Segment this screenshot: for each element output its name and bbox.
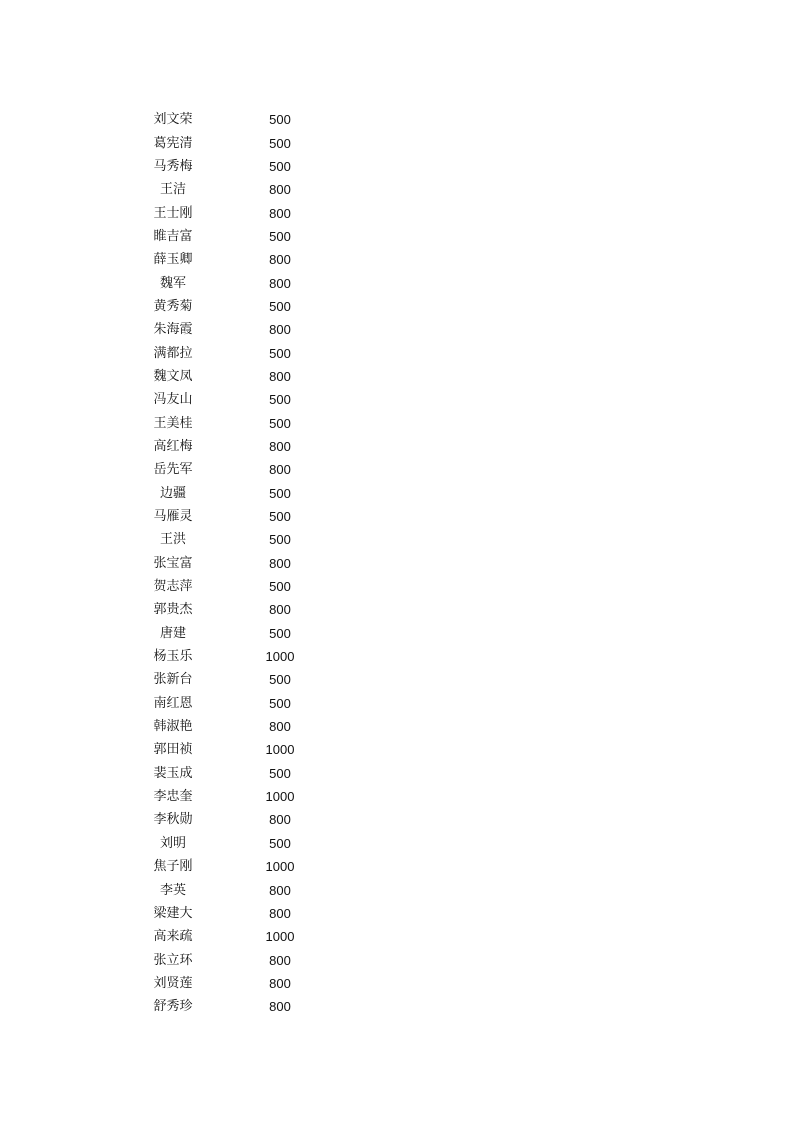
amount-value: 500 xyxy=(269,579,291,595)
list-item xyxy=(145,902,325,925)
list-item xyxy=(145,225,325,248)
person-name: 朱海霞 xyxy=(153,322,193,338)
list-item xyxy=(145,458,325,481)
person-name: 王美桂 xyxy=(153,415,193,431)
list-item xyxy=(145,318,325,341)
person-name: 冯友山 xyxy=(153,392,193,408)
person-name: 裴玉成 xyxy=(153,765,193,781)
amount-value: 500 xyxy=(269,345,291,361)
list-item xyxy=(145,808,325,831)
person-name: 唐建 xyxy=(159,625,186,641)
amount-value: 500 xyxy=(269,298,291,314)
person-name: 王士刚 xyxy=(153,205,193,221)
list-item xyxy=(145,645,325,668)
list-item xyxy=(145,855,325,878)
list-item xyxy=(145,995,325,1018)
amount-value: 1000 xyxy=(265,859,295,875)
person-name: 魏文凤 xyxy=(153,368,193,384)
amount-value: 500 xyxy=(269,158,291,174)
person-name: 岳先军 xyxy=(153,462,193,478)
list-item xyxy=(145,925,325,948)
amount-value: 500 xyxy=(269,112,291,128)
person-name: 马秀梅 xyxy=(153,158,193,174)
list-item xyxy=(145,972,325,995)
person-name: 杨玉乐 xyxy=(153,649,193,665)
amount-value: 500 xyxy=(269,415,291,431)
amount-value: 800 xyxy=(269,975,291,991)
amount-value: 500 xyxy=(269,509,291,525)
person-name: 王洪 xyxy=(159,532,186,548)
list-item xyxy=(145,411,325,434)
list-item xyxy=(145,201,325,224)
amount-value: 800 xyxy=(269,602,291,618)
amount-value: 800 xyxy=(269,438,291,454)
amount-value: 800 xyxy=(269,462,291,478)
person-name: 张立环 xyxy=(153,952,193,968)
list-item xyxy=(145,715,325,738)
list-item xyxy=(145,482,325,505)
list-item xyxy=(145,762,325,785)
amount-value: 1000 xyxy=(265,742,295,758)
list-item xyxy=(145,785,325,808)
amount-value: 500 xyxy=(269,485,291,501)
amount-value: 800 xyxy=(269,999,291,1015)
person-name: 张宝富 xyxy=(153,555,193,571)
amount-value: 500 xyxy=(269,228,291,244)
person-name: 焦子刚 xyxy=(153,859,193,875)
list-item xyxy=(145,738,325,761)
list-item xyxy=(145,178,325,201)
person-name: 舒秀珍 xyxy=(153,999,193,1015)
list-item xyxy=(145,878,325,901)
amount-value: 500 xyxy=(269,672,291,688)
person-name: 葛宪清 xyxy=(153,135,193,151)
person-name: 薛玉卿 xyxy=(153,252,193,268)
amount-value: 500 xyxy=(269,532,291,548)
person-name: 高红梅 xyxy=(153,438,193,454)
list-item xyxy=(145,271,325,294)
list-item xyxy=(145,505,325,528)
person-name: 刘贤莲 xyxy=(153,975,193,991)
amount-value: 800 xyxy=(269,322,291,338)
amount-value: 500 xyxy=(269,765,291,781)
amount-value: 800 xyxy=(269,368,291,384)
amount-value: 500 xyxy=(269,835,291,851)
list-item xyxy=(145,108,325,131)
person-name: 高来疏 xyxy=(153,929,193,945)
list-item xyxy=(145,598,325,621)
list-item xyxy=(145,341,325,364)
list-item xyxy=(145,388,325,411)
person-name: 王洁 xyxy=(159,182,186,198)
person-name: 郭贵杰 xyxy=(153,602,193,618)
person-name: 魏军 xyxy=(159,275,186,291)
person-name: 张新台 xyxy=(153,672,193,688)
person-name: 刘明 xyxy=(159,835,186,851)
amount-value: 800 xyxy=(269,812,291,828)
amount-value: 500 xyxy=(269,695,291,711)
list-item xyxy=(145,552,325,575)
list-item xyxy=(145,248,325,271)
person-name: 李英 xyxy=(159,882,186,898)
list-item xyxy=(145,528,325,551)
list-item xyxy=(145,131,325,154)
list-item xyxy=(145,668,325,691)
amount-value: 500 xyxy=(269,625,291,641)
amount-value: 800 xyxy=(269,275,291,291)
person-name: 马雁灵 xyxy=(153,509,193,525)
person-name: 李忠奎 xyxy=(153,789,193,805)
amount-value: 800 xyxy=(269,252,291,268)
amount-value: 500 xyxy=(269,135,291,151)
person-name: 李秋勋 xyxy=(153,812,193,828)
amount-value: 1000 xyxy=(265,789,295,805)
person-name: 睢吉富 xyxy=(153,228,193,244)
person-name: 梁建大 xyxy=(153,905,193,921)
person-name: 韩淑艳 xyxy=(153,719,193,735)
list-item xyxy=(145,295,325,318)
amount-value: 800 xyxy=(269,952,291,968)
person-name: 边疆 xyxy=(159,485,186,501)
amount-value: 1000 xyxy=(265,929,295,945)
list-item xyxy=(145,575,325,598)
amount-value: 1000 xyxy=(265,649,295,665)
person-name: 满都拉 xyxy=(153,345,193,361)
list-item xyxy=(145,692,325,715)
amount-value: 800 xyxy=(269,182,291,198)
amount-value: 800 xyxy=(269,905,291,921)
list-item xyxy=(145,365,325,388)
amount-value: 800 xyxy=(269,555,291,571)
amount-value: 800 xyxy=(269,205,291,221)
list-item xyxy=(145,155,325,178)
amount-value: 800 xyxy=(269,719,291,735)
list-item xyxy=(145,435,325,458)
amount-value: 800 xyxy=(269,882,291,898)
entry-list xyxy=(145,108,325,1018)
list-item xyxy=(145,832,325,855)
person-name: 南红恩 xyxy=(153,695,193,711)
amount-value: 500 xyxy=(269,392,291,408)
list-item xyxy=(145,622,325,645)
person-name: 黄秀菊 xyxy=(153,298,193,314)
person-name: 刘文荣 xyxy=(153,112,193,128)
person-name: 郭田祯 xyxy=(153,742,193,758)
list-item xyxy=(145,948,325,971)
person-name: 贺志萍 xyxy=(153,579,193,595)
